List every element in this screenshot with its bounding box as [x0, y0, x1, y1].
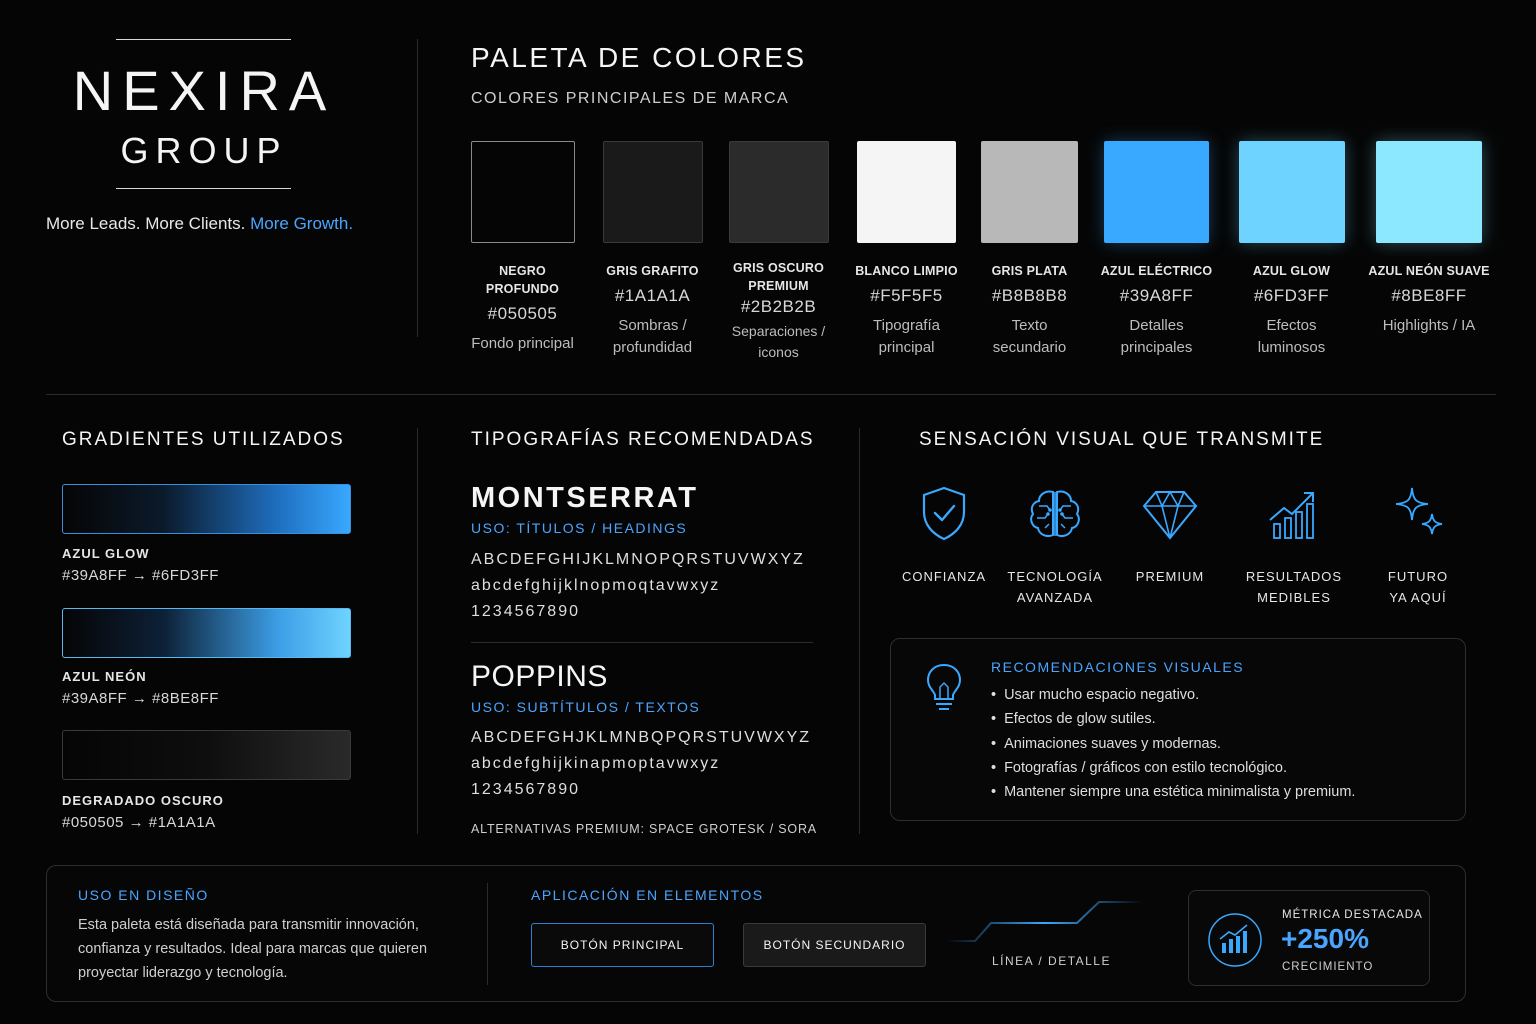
- brain-circuit-icon: [1025, 484, 1085, 544]
- swatch-description: Highlights / IA: [1382, 317, 1476, 334]
- swatch-hex: #6FD3FF: [1253, 286, 1330, 305]
- feeling-label-2: AVANZADA: [1016, 590, 1094, 605]
- lightbulb-icon: [921, 661, 967, 713]
- growth-chart-icon: [1207, 912, 1263, 968]
- secondary-button[interactable]: BOTÓN SECUNDARIO: [743, 923, 926, 967]
- gradients-title: GRADIENTES UTILIZADOS: [62, 429, 345, 450]
- font-name-poppins: POPPINS: [471, 660, 608, 693]
- font-name-montserrat: MONTSERRAT: [471, 482, 699, 514]
- gradient-bar-azul-neon: [62, 608, 351, 658]
- usage-title: USO EN DISEÑO: [78, 887, 209, 903]
- gradient-from: #39A8FF: [62, 690, 128, 707]
- swatch-name: GRIS OSCURO PREMIUM: [732, 261, 825, 293]
- shield-check-icon: [916, 484, 972, 544]
- swatch-description: Efectos luminosos: [1257, 317, 1326, 356]
- gradient-from: #39A8FF: [62, 567, 128, 584]
- visual-title: SENSACIÓN VISUAL QUE TRANSMITE: [919, 429, 1325, 450]
- swatch-name: AZUL ELÉCTRICO: [1100, 264, 1213, 278]
- metric-sub: CRECIMIENTO: [1282, 961, 1374, 973]
- gradient-name: AZUL GLOW: [62, 546, 150, 561]
- growth-chart-icon: [1264, 484, 1324, 544]
- font-sample-digits: 1234567890: [471, 781, 580, 798]
- swatch-hex: #F5F5F5: [870, 286, 943, 305]
- swatch-column: [462, 141, 583, 355]
- color-swatch: [1104, 141, 1209, 243]
- swatch-description: Separaciones / iconos: [731, 323, 826, 360]
- color-swatch: [857, 141, 956, 243]
- recommendation-item: • Efectos de glow sutiles.: [991, 707, 1355, 731]
- gradient-bar-degradado-oscuro: [62, 730, 351, 780]
- brand-tagline: [46, 214, 353, 234]
- typography-divider: [471, 642, 813, 643]
- recommendations-list: [991, 683, 1355, 804]
- metric-label: MÉTRICA DESTACADA: [1282, 909, 1423, 921]
- feeling-label-2: MEDIBLES: [1257, 590, 1331, 605]
- color-swatch: [603, 141, 703, 243]
- feeling-label: TECNOLOGÍA: [1007, 569, 1103, 584]
- swatch-column: [718, 141, 839, 363]
- swatch-column: [1096, 141, 1217, 359]
- feeling-tecnologia: [990, 484, 1120, 608]
- gradient-to: #8BE8FF: [152, 690, 219, 707]
- primary-button[interactable]: BOTÓN PRINCIPAL: [531, 923, 714, 967]
- swatch-name: GRIS PLATA: [991, 264, 1068, 278]
- swatch-column: [970, 141, 1089, 359]
- gradient-name: DEGRADADO OSCURO: [62, 793, 224, 808]
- metric-value: +250%: [1281, 923, 1369, 954]
- recommendation-item: • Animaciones suaves y modernas.: [991, 732, 1355, 756]
- typography-title: TIPOGRAFÍAS RECOMENDADAS: [471, 429, 815, 450]
- font-sample-digits: 1234567890: [471, 603, 580, 620]
- swatch-description: Tipografía principal: [873, 317, 940, 356]
- swatch-column: [1229, 141, 1354, 359]
- gradient-name: AZUL NEÓN: [62, 669, 147, 684]
- gradient-arrow: →: [131, 690, 148, 707]
- palette-title: PALETA DE COLORES: [471, 42, 807, 73]
- swatch-hex: #8BE8FF: [1391, 286, 1467, 305]
- metric-card: [1188, 890, 1430, 986]
- swatch-hex: #2B2B2B: [740, 297, 817, 316]
- swatch-name: AZUL GLOW: [1252, 264, 1331, 278]
- feeling-premium: [1105, 484, 1235, 587]
- font-sample-upper: ABCDEFGHIJKLMNOPQRSTUVWXYZ: [471, 551, 805, 568]
- font-usage: USO: TÍTULOS / HEADINGS: [471, 520, 688, 536]
- gradient-from: #050505: [62, 814, 124, 831]
- gradient-hex: [62, 567, 219, 584]
- bottom-panel: [46, 865, 1466, 1002]
- feeling-resultados: [1229, 484, 1359, 608]
- logo-rule-bottom: [116, 188, 291, 189]
- recommendation-item: • Usar mucho espacio negativo.: [991, 683, 1355, 707]
- swatch-name: GRIS GRAFITO: [606, 264, 699, 278]
- feeling-label: FUTURO: [1387, 569, 1449, 584]
- swatch-name: AZUL NEÓN SUAVE: [1368, 264, 1490, 278]
- color-swatch: [729, 141, 829, 243]
- swatch-description: Detalles principales: [1120, 317, 1193, 356]
- color-swatch: [1376, 141, 1482, 243]
- swatch-column: [846, 141, 967, 359]
- tagline-accent: More Growth.: [250, 214, 354, 233]
- application-title: APLICACIÓN EN ELEMENTOS: [531, 887, 764, 903]
- swatch-description: Fondo principal: [471, 335, 574, 352]
- brand-subname: GROUP: [120, 130, 288, 171]
- divider-horizontal: [46, 394, 1496, 395]
- gradient-arrow: →: [128, 814, 145, 831]
- gradient-to: #1A1A1A: [148, 814, 216, 831]
- brand-name: NEXIRA: [72, 59, 336, 122]
- font-sample-upper: ABCDEFGHJKLMNBQPQRSTUVWXYZ: [471, 729, 812, 746]
- feeling-futuro: [1353, 484, 1483, 608]
- feeling-label-2: YA AQUÍ: [1389, 590, 1447, 605]
- glow-line-detail: [945, 896, 1145, 946]
- divider-vertical-top: [417, 39, 418, 337]
- swatch-hex: #39A8FF: [1119, 286, 1194, 305]
- gradient-hex: [62, 814, 216, 831]
- font-usage: USO: SUBTÍTULOS / TEXTOS: [471, 699, 701, 715]
- swatch-hex: #1A1A1A: [614, 286, 691, 305]
- feeling-label: PREMIUM: [1135, 569, 1205, 584]
- feeling-label: CONFIANZA: [901, 569, 987, 584]
- logo-rule-top: [116, 39, 291, 40]
- color-swatch: [981, 141, 1078, 243]
- color-swatch: [1239, 141, 1345, 243]
- sparkles-icon: [1388, 484, 1448, 544]
- divider-vertical-gradients: [417, 428, 418, 834]
- font-sample-lower: abcdefghijklnopmoqtavwxyz: [471, 577, 721, 594]
- tagline-main: More Leads. More Clients.: [46, 214, 246, 233]
- font-sample-lower: abcdefghijkinapmoptavwxyz: [471, 755, 721, 772]
- line-detail-label: LÍNEA / DETALLE: [992, 954, 1111, 968]
- feeling-label: RESULTADOS: [1245, 569, 1343, 584]
- swatch-description: Texto secundario: [992, 317, 1067, 356]
- alternative-fonts: ALTERNATIVAS PREMIUM: SPACE GROTESK / SORA: [471, 822, 817, 836]
- recommendations-card: [890, 638, 1466, 821]
- swatch-column: [592, 141, 713, 359]
- divider-vertical-typography: [859, 428, 860, 834]
- bottom-divider: [487, 883, 488, 985]
- palette-subtitle: COLORES PRINCIPALES DE MARCA: [471, 90, 790, 107]
- recommendation-item: • Fotografías / gráficos con estilo tecnológico.: [991, 756, 1355, 780]
- recommendations-title: RECOMENDACIONES VISUALES: [991, 659, 1245, 675]
- diamond-icon: [1140, 484, 1200, 544]
- gradient-bar-azul-glow: [62, 484, 351, 534]
- swatch-hex: #050505: [487, 304, 558, 323]
- usage-text: Esta paleta está diseñada para transmitir innovación, confianza y resultados. Ideal para marcas que quieren proyectar liderazgo y tecnología.: [78, 917, 428, 981]
- swatch-description: Sombras / profundidad: [612, 317, 693, 356]
- recommendation-item: • Mantener siempre una estética minimalista y premium.: [991, 780, 1355, 804]
- swatch-hex: #B8B8B8: [991, 286, 1068, 305]
- swatch-name: NEGRO PROFUNDO: [485, 264, 560, 296]
- gradient-to: #6FD3FF: [152, 567, 219, 584]
- gradient-arrow: →: [131, 567, 148, 584]
- color-swatch: [471, 141, 575, 243]
- gradient-hex: [62, 690, 219, 707]
- swatch-column: [1364, 141, 1494, 337]
- swatch-name: BLANCO LIMPIO: [855, 264, 958, 278]
